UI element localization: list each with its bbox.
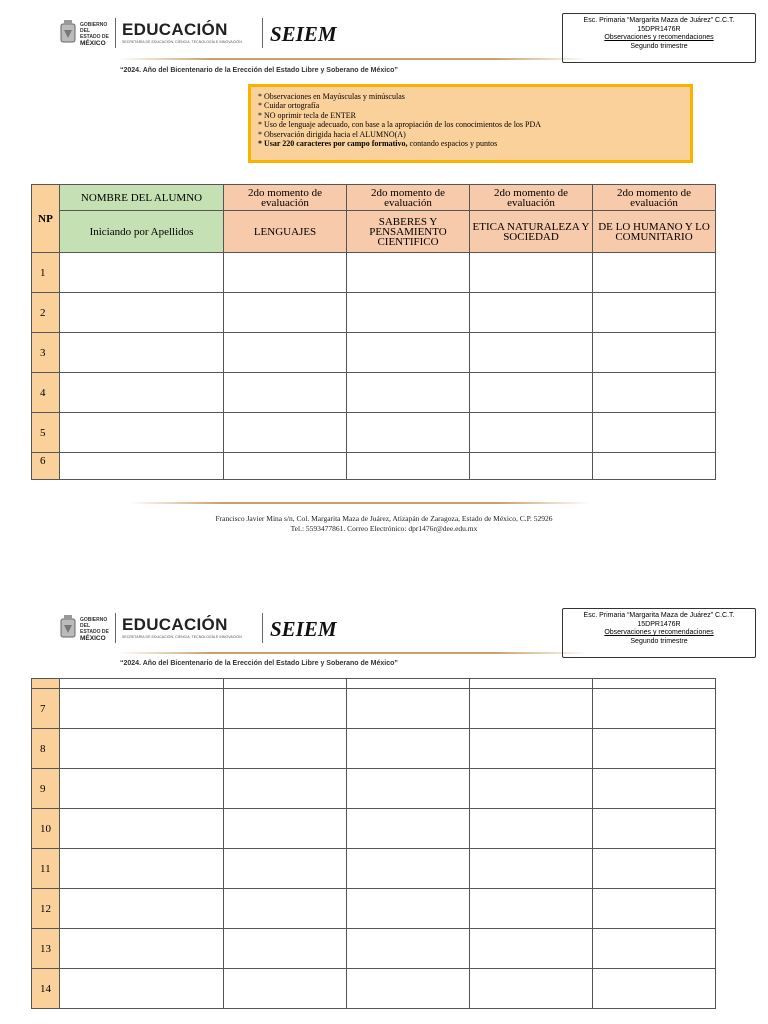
observation-cell[interactable]	[593, 293, 716, 333]
row-number: 1	[32, 253, 60, 293]
trimester: Segundo trimestre	[630, 637, 688, 645]
moment-header: 2do momento de evaluación	[470, 185, 593, 211]
observation-cell[interactable]	[593, 769, 716, 809]
observation-cell[interactable]	[470, 729, 593, 769]
header-divider	[115, 613, 116, 643]
gold-divider	[118, 58, 588, 60]
observation-cell[interactable]	[224, 373, 347, 413]
student-name-cell[interactable]	[60, 679, 224, 689]
observation-cell[interactable]	[224, 253, 347, 293]
observation-cell[interactable]	[224, 729, 347, 769]
instruction-line: * NO oprimir tecla de ENTER	[258, 110, 356, 120]
row-number: 10	[32, 809, 60, 849]
observation-cell[interactable]	[470, 689, 593, 729]
observation-cell[interactable]	[470, 969, 593, 1009]
row-number	[32, 679, 60, 689]
observation-cell[interactable]	[224, 453, 347, 480]
observation-cell[interactable]	[470, 929, 593, 969]
field-humano: DE LO HUMANO Y LO COMUNITARIO	[593, 211, 716, 253]
seiem-logo: SEIEM	[270, 22, 337, 46]
observation-cell[interactable]	[224, 969, 347, 1009]
header-divider	[115, 18, 116, 48]
observation-cell[interactable]	[347, 679, 470, 689]
student-name-cell[interactable]	[60, 453, 224, 480]
row-number: 11	[32, 849, 60, 889]
student-name-cell[interactable]	[60, 413, 224, 453]
moment-header: 2do momento de evaluación	[347, 185, 470, 211]
gob-line: ESTADO DE	[80, 629, 109, 635]
observation-cell[interactable]	[224, 889, 347, 929]
gob-line: GOBIERNO DEL	[80, 617, 108, 629]
instruction-bold: * Usar 220 caracteres por campo formativo,	[258, 139, 408, 149]
page-header	[0, 590, 768, 690]
observation-cell[interactable]	[470, 373, 593, 413]
gold-divider	[118, 652, 588, 654]
gobierno-logo	[58, 18, 118, 48]
table-row	[32, 929, 716, 969]
observation-cell[interactable]	[347, 929, 470, 969]
observation-cell[interactable]	[593, 679, 716, 689]
school-info-box	[562, 608, 756, 658]
student-name-cell[interactable]	[60, 809, 224, 849]
coat-of-arms-icon	[58, 613, 78, 641]
observation-cell[interactable]	[470, 679, 593, 689]
moment-header: 2do momento de evaluación	[224, 185, 347, 211]
instruction-line: * Uso de lenguaje adecuado, con base a la apropiación de los conocimientos de los PDA	[258, 120, 542, 130]
student-name-cell[interactable]	[60, 929, 224, 969]
student-name-cell[interactable]	[60, 293, 224, 333]
gob-line: GOBIERNO DEL	[80, 22, 108, 34]
observations-table	[31, 184, 716, 480]
observation-cell[interactable]	[470, 413, 593, 453]
educacion-subtitle: SECRETARÍA DE EDUCACIÓN, CIENCIA, TECNOLOGÍA E INNOVACIÓN	[122, 40, 242, 44]
footer-address: Francisco Javier Mina s/n, Col. Margarita Maza de Juárez, Atizapán de Zaragoza, Estado de México, C.P. 52926	[215, 514, 553, 523]
observation-cell[interactable]	[347, 729, 470, 769]
student-name-cell[interactable]	[60, 849, 224, 889]
student-name-cell[interactable]	[60, 689, 224, 729]
table-row	[32, 413, 716, 453]
row-number: 13	[32, 929, 60, 969]
instructions-box	[248, 84, 693, 163]
row-number: 5	[32, 413, 60, 453]
observation-cell[interactable]	[224, 809, 347, 849]
observation-cell[interactable]	[470, 453, 593, 480]
student-name-cell[interactable]	[60, 333, 224, 373]
moment-header: 2do momento de evaluación	[593, 185, 716, 211]
gob-line: MÉXICO	[80, 40, 106, 47]
observation-cell[interactable]	[347, 293, 470, 333]
gob-line: MÉXICO	[80, 635, 106, 642]
observation-cell[interactable]	[593, 453, 716, 480]
observation-cell[interactable]	[593, 413, 716, 453]
table-row	[32, 769, 716, 809]
educacion-subtitle: SECRETARÍA DE EDUCACIÓN, CIENCIA, TECNOLOGÍA E INNOVACIÓN	[122, 635, 242, 639]
row-number: 7	[32, 689, 60, 729]
observation-cell[interactable]	[224, 679, 347, 689]
header-divider	[262, 18, 263, 48]
school-name: Esc. Primaria “Margarita Maza de Juárez” C.C.T.	[583, 612, 735, 619]
observation-cell[interactable]	[224, 413, 347, 453]
educacion-logo: EDUCACIÓN	[122, 615, 228, 634]
observation-cell[interactable]	[347, 689, 470, 729]
observation-cell[interactable]	[347, 969, 470, 1009]
observation-cell[interactable]	[224, 769, 347, 809]
observation-cell[interactable]	[347, 453, 470, 480]
observation-cell[interactable]	[593, 809, 716, 849]
table-row	[32, 453, 716, 480]
instruction-line: * Observaciones en Mayúsculas y minúsculas	[258, 92, 405, 101]
row-number: 3	[32, 333, 60, 373]
name-header: NOMBRE DEL ALUMNO	[60, 185, 224, 211]
year-motto: “2024. Año del Bicentenario de la Erección del Estado Libre y Soberano de México”	[120, 660, 398, 667]
table-subheader-row	[32, 211, 716, 253]
gobierno-text	[80, 22, 118, 47]
table-row	[32, 969, 716, 1009]
field-lenguajes: LENGUAJES	[224, 211, 347, 253]
row-number: 8	[32, 729, 60, 769]
observation-cell[interactable]	[347, 849, 470, 889]
field-etica: ETICA NATURALEZA Y SOCIEDAD	[470, 211, 593, 253]
school-cct: 15DPR1476R	[637, 620, 681, 628]
observation-cell[interactable]	[470, 769, 593, 809]
observation-cell[interactable]	[224, 689, 347, 729]
table-header-row	[32, 185, 716, 211]
footer-contact: Tel.: 5593477861. Correo Electrónico: dpr1476r@dee.edu.mx	[290, 524, 478, 533]
observation-cell[interactable]	[593, 929, 716, 969]
observations-table-continued	[31, 678, 716, 1009]
instruction-rest: contando espacios y puntos	[407, 139, 498, 149]
footer-divider	[130, 502, 590, 504]
page-footer	[0, 514, 768, 534]
observation-cell[interactable]	[470, 253, 593, 293]
table-row	[32, 729, 716, 769]
row-number: 2	[32, 293, 60, 333]
table-row	[32, 689, 716, 729]
observation-cell[interactable]	[347, 333, 470, 373]
header-divider	[262, 613, 263, 643]
instruction-line: * Cuidar ortografía	[258, 101, 320, 111]
table-row-partial	[32, 679, 716, 689]
year-motto: “2024. Año del Bicentenario de la Erección del Estado Libre y Soberano de México”	[120, 67, 398, 74]
table-row	[32, 849, 716, 889]
observation-cell[interactable]	[593, 849, 716, 889]
observation-cell[interactable]	[347, 373, 470, 413]
educacion-logo: EDUCACIÓN	[122, 20, 228, 39]
gob-line: ESTADO DE	[80, 34, 109, 40]
student-name-cell[interactable]	[60, 253, 224, 293]
observation-cell[interactable]	[470, 293, 593, 333]
student-name-cell[interactable]	[60, 889, 224, 929]
observation-cell[interactable]	[593, 689, 716, 729]
table-row	[32, 809, 716, 849]
table-row	[32, 253, 716, 293]
coat-of-arms-icon	[58, 18, 78, 46]
page-2	[0, 590, 768, 1024]
observation-cell[interactable]	[470, 809, 593, 849]
observation-cell[interactable]	[470, 849, 593, 889]
row-number: 4	[32, 373, 60, 413]
name-subheader: Iniciando por Apellidos	[60, 211, 224, 253]
observation-cell[interactable]	[470, 889, 593, 929]
observation-cell[interactable]	[224, 333, 347, 373]
field-saberes: SABERES Y PENSAMIENTO CIENTIFICO	[347, 211, 470, 253]
student-name-cell[interactable]	[60, 769, 224, 809]
observation-cell[interactable]	[593, 253, 716, 293]
table-row	[32, 889, 716, 929]
observation-cell[interactable]	[593, 373, 716, 413]
student-name-cell[interactable]	[60, 373, 224, 413]
instruction-line: * Observación dirigida hacia el ALUMNO(A)	[258, 129, 406, 139]
observation-cell[interactable]	[224, 929, 347, 969]
np-header: NP	[32, 185, 60, 253]
observation-cell[interactable]	[224, 293, 347, 333]
observation-cell[interactable]	[593, 729, 716, 769]
observation-cell[interactable]	[470, 333, 593, 373]
row-number: 9	[32, 769, 60, 809]
document-title: Observaciones y recomendaciones	[604, 34, 714, 41]
row-number: 6	[32, 453, 60, 480]
row-number: 14	[32, 969, 60, 1009]
trimester: Segundo trimestre	[630, 42, 688, 50]
observation-cell[interactable]	[347, 769, 470, 809]
observation-cell[interactable]	[347, 253, 470, 293]
school-cct: 15DPR1476R	[637, 25, 681, 33]
school-name: Esc. Primaria “Margarita Maza de Juárez” C.C.T.	[583, 17, 735, 24]
table-row	[32, 333, 716, 373]
student-name-cell[interactable]	[60, 729, 224, 769]
observation-cell[interactable]	[224, 849, 347, 889]
observation-cell[interactable]	[593, 889, 716, 929]
seiem-logo: SEIEM	[270, 617, 337, 641]
row-number: 12	[32, 889, 60, 929]
instruction-line	[258, 139, 683, 148]
gobierno-logo	[58, 613, 118, 643]
student-name-cell[interactable]	[60, 969, 224, 1009]
table-row	[32, 373, 716, 413]
observation-cell[interactable]	[347, 889, 470, 929]
observation-cell[interactable]	[347, 809, 470, 849]
observation-cell[interactable]	[593, 969, 716, 1009]
observation-cell[interactable]	[593, 333, 716, 373]
table-row	[32, 293, 716, 333]
document-title: Observaciones y recomendaciones	[604, 629, 714, 636]
gobierno-text	[80, 617, 118, 642]
observation-cell[interactable]	[347, 413, 470, 453]
school-info-box	[562, 13, 756, 63]
